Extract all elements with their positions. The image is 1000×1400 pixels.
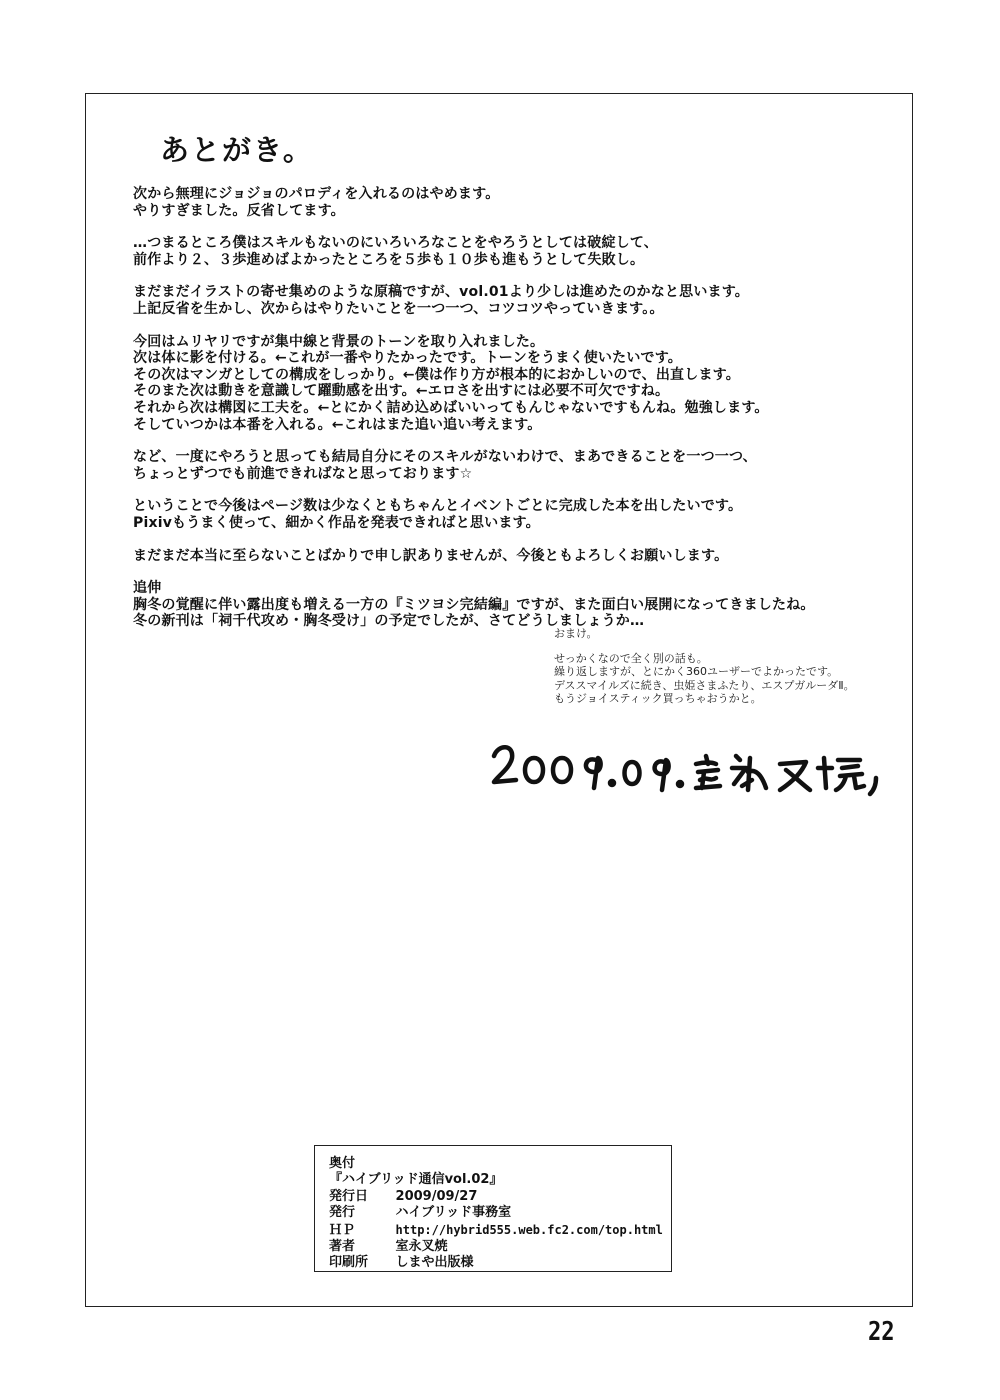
postscript-heading: 追伸 [133,580,162,597]
text-line: ちょっとずつでも前進できればなと思っております☆ [133,465,473,482]
colophon-value: ハイブリッド事務室 [395,1205,512,1221]
text-line: そのまた次は動きを意識して躍動感を出す。←エロさを出すには必要不可欠ですね。 [133,383,670,400]
colophon-row [329,1205,671,1221]
text-line: 次から無理にジョジョのパロディを入れるのはやめます。 [133,186,500,202]
colophon-row [329,1255,671,1271]
text-line: 次は体に影を付ける。←これが一番やりたかったです。トーンをうまく使いたいです。 [133,350,683,367]
text-line: 今回はムリヤリですが集中線と背景のトーンを取り入れました。 [133,333,545,350]
text-line: 冬の新刊は「祠千代攻め・胸冬受け」の予定でしたが、さてどうしましょうか… [133,613,645,630]
colophon-row [329,1239,671,1255]
postscript [133,580,893,630]
text-line: 上記反省を生かし、次からはやりたいことを一つ一つ、コツコツやっていきます。。 [133,300,664,317]
text-line: …つまるところ僕はスキルもないのにいろいろなことをやろうとしては破綻して、 [133,235,658,252]
colophon-label: 著者 [329,1239,356,1255]
colophon-label: 発行 [329,1205,356,1221]
text-line: など、一度にやろうと思っても結局自分にそのスキルがないわけで、まあできることを一つ一つ、 [133,449,757,466]
omake-line: せっかくなので全く別の話も。 [554,652,708,666]
text-line: その次はマンガとしての構成をしっかり。←僕は作り方が根本的におかしいので、出直します。 [133,366,740,383]
handwritten-signature [490,728,890,800]
paragraph [133,284,893,317]
text-line: やりすぎました。反省してます。 [133,202,345,219]
text-line: まだまだ本当に至らないことばかりで申し訳ありませんが、今後ともよろしくお願いします。 [133,547,729,564]
omake-note [554,627,855,705]
paragraph [133,498,893,531]
colophon-label: 印刷所 [329,1255,369,1271]
colophon-heading: 奥付 [329,1156,356,1171]
colophon-label: 発行日 [329,1188,369,1204]
text-line: そしていつかは本番を入れる。←これはまた追い追い考えます。 [133,416,542,433]
page-number: 22 [868,1317,895,1347]
omake-line: 繰り返しますが、とにかく360ユーザーでよかったです。 [554,665,839,679]
page-title: あとがき。 [160,133,314,167]
colophon-row [329,1222,671,1239]
paragraph [133,548,893,565]
text-line: まだまだイラストの寄せ集めのような原稿ですが、vol.01より少しは進めたのかなと思います。 [133,284,750,301]
omake-line: デススマイルズに続き、虫姫さまふたり、エスプガルーダⅡ。 [554,678,855,692]
colophon-row [329,1189,671,1205]
text-line: ということで今後はページ数は少なくともちゃんとイベントごとに完成した本を出したいです。 [133,498,743,515]
paragraph [133,334,893,434]
paragraph [133,449,893,482]
colophon-value: 2009/09/27 [395,1188,478,1204]
text-line: それから次は構図に工夫を。←とにかく詰め込めばいいってもんじゃないですもんね。勉強します。 [133,399,769,416]
paragraph [133,235,893,268]
colophon-label: ＨＰ [329,1222,356,1238]
colophon-url: http://hybrid555.web.fc2.com/top.html [395,1222,663,1237]
text-line: Pixivもうまく使って、細かく作品を発表できればと思います。 [133,514,540,531]
omake-heading: おまけ。 [554,627,598,640]
colophon-value: 室永叉焼 [395,1239,448,1255]
text-line: 胸冬の覚醒に伴い露出度も増える一方の『ミツヨシ完結編』ですが、また面白い展開になってきましたね。 [133,596,815,613]
afterword-body [133,186,893,646]
colophon-box [314,1145,672,1272]
paragraph [133,186,893,219]
colophon-book-title: 『ハイブリッド通信vol.02』 [329,1172,503,1188]
colophon-value: しまや出版様 [395,1255,474,1271]
omake-line: もうジョイスティック買っちゃおうかと。 [554,691,762,705]
text-line: 前作より２、３歩進めばよかったところを５歩も１０歩も進もうとして失敗し。 [133,251,645,268]
